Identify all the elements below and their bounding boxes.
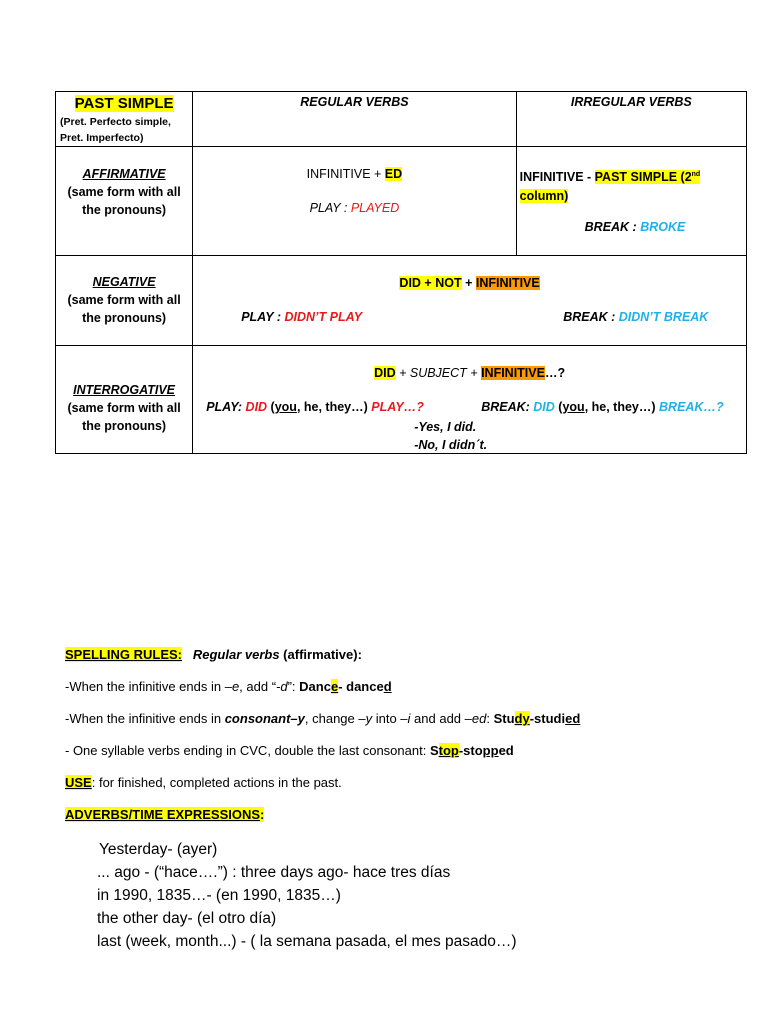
spelling-rule-2: -When the infinitive ends in consonant–y, change –y into –i and add –ed: Study-studied: [65, 711, 581, 726]
affirmative-regular-cell: [193, 147, 516, 256]
table-header-row: [56, 92, 747, 147]
did-not-highlight: DID + NOT: [399, 276, 462, 290]
did-highlight: DID: [374, 366, 396, 380]
didnt-play-example: DIDN’T PLAY: [284, 310, 363, 324]
adverb-item: last (week, month...) - ( la semana pasada, el mes pasado…): [97, 933, 517, 950]
answer-yes: -Yes, I did.: [414, 420, 477, 434]
adverb-item: Yesterday- (ayer): [99, 841, 218, 858]
affirmative-regular-formula: INFINITIVE +: [306, 167, 385, 181]
interrogative-row: [56, 346, 747, 454]
table-subtitle-2: Pret. Imperfecto): [60, 132, 144, 144]
use-line: [65, 775, 342, 790]
adverb-item: the other day- (el otro día): [97, 910, 277, 927]
affirmative-note-2: the pronouns): [82, 203, 167, 217]
negative-row: [56, 256, 747, 346]
interrogative-note-1: (same form with all: [67, 401, 181, 415]
affirmative-label-cell: [56, 147, 193, 256]
affirmative-irregular-cell: [516, 147, 746, 256]
affirmative-label: AFFIRMATIVE: [82, 167, 166, 181]
past-simple-table: [55, 91, 747, 454]
use-label: USE: [65, 775, 92, 790]
answer-no: -No, I didn´t.: [414, 438, 488, 452]
ed-highlight: ED: [384, 167, 403, 181]
played-example: PLAYED: [350, 201, 400, 215]
affirmative-row: [56, 147, 747, 256]
header-regular-verbs: REGULAR VERBS: [193, 92, 516, 147]
use-text: : for finished, completed actions in the past.: [91, 775, 342, 790]
column-highlight: column): [519, 189, 569, 204]
irregular-formula-a: INFINITIVE -: [519, 170, 595, 185]
table-title: PAST SIMPLE: [74, 95, 174, 112]
infinitive-highlight-neg: INFINITIVE: [475, 276, 540, 290]
adverb-item: ... ago - (“hace….”) : three days ago- hace tres días: [97, 864, 451, 881]
adverbs-heading: ADVERBS/TIME EXPRESSIONS: [65, 807, 261, 822]
play-example-verb: PLAY :: [309, 201, 351, 215]
regular-verbs-subheading: Regular verbs: [192, 647, 280, 662]
spelling-rule-1: -When the infinitive ends in –e, add “-d”: Dance- danced: [65, 679, 392, 694]
break-example-verb: BREAK :: [584, 220, 641, 235]
adverb-item: in 1990, 1835…- (en 1990, 1835…): [97, 887, 341, 904]
broke-example: BROKE: [640, 220, 686, 235]
negative-note-2: the pronouns): [82, 311, 167, 325]
adverbs-heading-line: ADVERBS/TIME EXPRESSIONS:: [65, 807, 265, 822]
interrogative-content-cell: DID + SUBJECT + INFINITIVE…? PLAY: DID (you, he, they…) PLAY…? BREAK: DID (you, he, they…) BREAK…? -Yes, I did. -No, I didn´t.: [193, 346, 747, 454]
affirmative-note-1: (same form with all: [67, 185, 181, 199]
interrogative-label: INTERROGATIVE: [73, 383, 176, 397]
past-simple-highlight: PAST SIMPLE (2nd: [594, 170, 701, 185]
negative-content-cell: DID + NOT + INFINITIVE PLAY : DIDN’T PLAY BREAK : DIDN’T BREAK: [193, 256, 747, 346]
adverbs-list: [97, 838, 517, 953]
interrogative-note-2: the pronouns): [82, 419, 167, 433]
regular-question-example: PLAY: DID (you, he, they…) PLAY…?: [206, 400, 424, 414]
interrogative-label-cell: [56, 346, 193, 454]
didnt-break-example: DIDN’T BREAK: [618, 310, 709, 324]
table-subtitle-1: (Pret. Perfecto simple,: [60, 116, 171, 128]
negative-note-1: (same form with all: [67, 293, 181, 307]
negative-label-cell: [56, 256, 193, 346]
spelling-rules-heading: SPELLING RULES:: [65, 647, 183, 662]
header-title-cell: [56, 92, 193, 147]
spelling-rule-3: - One syllable verbs ending in CVC, double the last consonant: Stop-stopped: [65, 743, 514, 758]
irregular-question-example: BREAK: DID (you, he, they…) BREAK…?: [481, 400, 724, 414]
infinitive-highlight-q: INFINITIVE: [481, 366, 545, 380]
negative-label: NEGATIVE: [92, 275, 156, 289]
negative-play-verb: PLAY :: [241, 310, 285, 324]
header-irregular-verbs: IRREGULAR VERBS: [516, 92, 746, 147]
negative-break-verb: BREAK :: [563, 310, 619, 324]
spelling-heading-line: SPELLING RULES: Regular verbs (affirmative):: [65, 647, 362, 662]
